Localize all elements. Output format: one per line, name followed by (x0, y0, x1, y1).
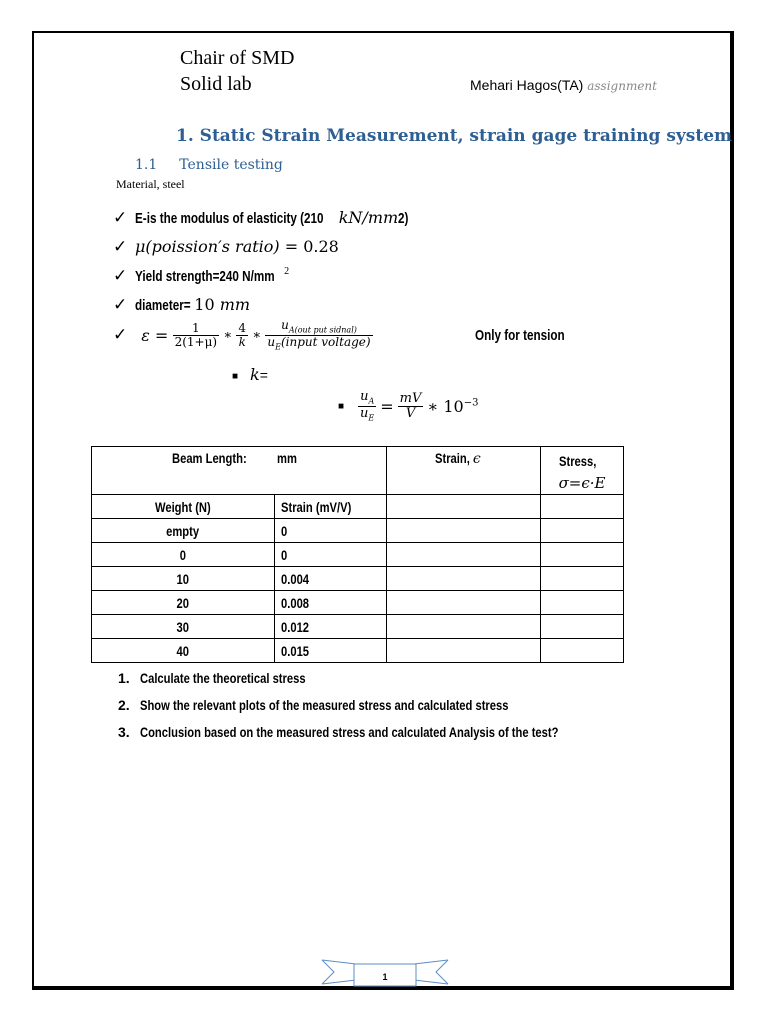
question-number: 1. (118, 670, 130, 686)
strain-mvv-header-cell (274, 495, 387, 519)
question-text: Calculate the theoretical stress (140, 670, 306, 686)
question-number: 3. (118, 724, 130, 740)
ratio-d-sub: E (368, 413, 375, 423)
check-icon: ✓ (113, 208, 128, 228)
author-note: assignment (587, 79, 657, 93)
table-cell (541, 543, 624, 567)
strain-value: 0 (280, 546, 287, 563)
strain-value: 0.008 (280, 594, 309, 611)
weight-header-label: Weight (N) (154, 498, 211, 515)
check-icon: ✓ (113, 266, 128, 286)
ratio-numerator (358, 390, 376, 407)
table-cell (387, 543, 541, 567)
bullet-strain-formula: ✓ ε = $\frac{1}{2(1+\mu)}$ ∗ $\frac{4}{k}$ ∗ $\frac{u_{A(out put sidnal)}}{u_E(input voltage)}$ (113, 318, 371, 352)
question-text: Conclusion based on the measured stress and calculated Analysis of the test? (140, 724, 559, 740)
header-lab: Solid lab (180, 73, 252, 95)
strain-cell (274, 519, 387, 543)
stress-formula: σ=ϵ·E (558, 474, 606, 492)
subsection-heading (135, 157, 283, 173)
table-row (92, 615, 624, 639)
frac3-d-base: u (267, 334, 276, 349)
mv-numerator: mV (399, 391, 422, 407)
modulus-text: E-is the modulus of elasticity (210 (135, 210, 324, 227)
fraction-3-numerator (265, 319, 372, 336)
weight-cell (92, 567, 275, 591)
bullet-modulus (113, 208, 412, 228)
stress-header-label: Stress, (558, 453, 597, 469)
weight-value: 0 (179, 546, 186, 563)
table-cell (387, 639, 541, 663)
ratio-fraction (358, 390, 376, 423)
strain-cell (274, 615, 387, 639)
author-name: Mehari Hagos(TA) (470, 77, 584, 93)
table-subheader-row (92, 495, 624, 519)
check-icon: ✓ (113, 237, 128, 257)
table-row (92, 639, 624, 663)
weight-cell (92, 543, 275, 567)
frac3-d-sub: E (275, 342, 281, 352)
table-row (92, 591, 624, 615)
material-line: Material, steel (116, 177, 185, 191)
ratio-denominator (358, 407, 376, 423)
question-number: 2. (118, 697, 130, 713)
yield-sup: 2 (284, 266, 290, 278)
ratio-d-base: u (360, 405, 369, 421)
fraction-1-denominator: 2(1+μ) (174, 334, 218, 349)
weight-value: 20 (176, 594, 189, 611)
poisson-rhs: = 0.28 (279, 237, 339, 256)
ratio-tail-text: ∗ 10 (427, 396, 464, 416)
fraction-3-denominator (265, 336, 372, 352)
weight-cell (92, 519, 275, 543)
table-cell (387, 495, 541, 519)
strain-cell (274, 591, 387, 615)
page-number: 1 (382, 972, 388, 982)
k-equals: = (259, 367, 268, 383)
strain-value: 0.012 (280, 618, 309, 635)
header-chair: Chair of SMD (180, 47, 295, 69)
table-cell (387, 591, 541, 615)
question-text: Show the relevant plots of the measured stress and calculated stress (140, 697, 509, 713)
bullet-diameter (113, 295, 250, 315)
bullet-poisson (113, 237, 339, 257)
header-author (470, 77, 657, 93)
table-cell (541, 567, 624, 591)
strain-cell (274, 639, 387, 663)
table-cell (541, 519, 624, 543)
weight-value: 30 (176, 618, 189, 635)
table-row (92, 519, 624, 543)
weight-cell (92, 639, 275, 663)
table-cell (387, 567, 541, 591)
epsilon-symbol: ε = (141, 325, 169, 345)
tension-note-text: Only for tension (475, 327, 565, 344)
ratio-tail (427, 397, 478, 416)
frac3-n-base: u (281, 318, 289, 332)
subsection-title: Tensile testing (179, 157, 283, 173)
v-denominator: V (405, 405, 416, 421)
modulus-tail: 2) (398, 210, 409, 227)
frac3-n-sub: A(out put sidnal) (288, 325, 357, 335)
question-3 (118, 724, 663, 740)
yield-text: Yield strength=240 N/mm (135, 268, 275, 285)
fraction-1 (173, 322, 220, 348)
strain-value: 0 (280, 522, 287, 539)
table-row (92, 543, 624, 567)
strain-mvv-header-label: Strain (mV/V) (280, 498, 351, 515)
square-bullet-icon: ■ (338, 400, 345, 412)
strain-value: 0.004 (280, 570, 309, 587)
sub-bullet-k (232, 365, 268, 385)
question-2 (118, 697, 601, 713)
diameter-value: 10 (194, 295, 220, 314)
ratio-exponent: −3 (463, 397, 479, 409)
poisson-lhs: μ(poission′s ratio) (135, 237, 280, 256)
frac3-d-tail: (input voltage) (280, 334, 371, 349)
table-cell (541, 639, 624, 663)
check-icon: ✓ (113, 325, 128, 346)
mv-fraction (398, 392, 424, 420)
k-symbol: k (250, 365, 260, 384)
diameter-unit: mm (219, 295, 251, 314)
square-bullet-icon: ■ (232, 370, 239, 382)
fraction-1-numerator: 1 (173, 322, 220, 336)
beam-length-unit: mm (277, 450, 298, 466)
bullet-yield (113, 266, 289, 286)
sub-bullet-ratio (338, 390, 478, 423)
table-cell (541, 495, 624, 519)
strain-header-cell (387, 447, 541, 495)
strain-value: 0.015 (280, 642, 309, 659)
beam-length-cell (92, 447, 387, 495)
page-number-ornament (320, 958, 450, 988)
beam-length-label: Beam Length: (172, 450, 247, 466)
ratio-equals: = (380, 396, 394, 416)
weight-value: 10 (176, 570, 189, 587)
fraction-2-denominator: k (238, 334, 246, 349)
strain-cell (274, 567, 387, 591)
strain-cell (274, 543, 387, 567)
strain-table (91, 446, 624, 663)
weight-cell (92, 591, 275, 615)
weight-value: 40 (176, 642, 189, 659)
table-cell (387, 519, 541, 543)
weight-header-cell (92, 495, 275, 519)
tension-note (475, 327, 590, 344)
table-header-row (92, 447, 624, 495)
modulus-unit: kN/mm (338, 208, 399, 227)
fraction-2-numerator: 4 (238, 321, 247, 336)
check-icon: ✓ (113, 295, 128, 315)
ratio-n-base: u (360, 389, 369, 404)
weight-cell (92, 615, 275, 639)
ratio-n-sub: A (368, 396, 375, 406)
weight-value: empty (166, 522, 200, 539)
table-cell (387, 615, 541, 639)
stress-header-cell (541, 447, 624, 495)
table-cell (541, 591, 624, 615)
diameter-text: diameter= (135, 297, 191, 314)
section-heading: 1. Static Strain Measurement, strain gage training system (176, 126, 733, 146)
strain-header-label: Strain, (435, 450, 471, 466)
strain-symbol: ϵ (472, 451, 481, 467)
subsection-number: 1.1 (135, 157, 158, 173)
fraction-3 (265, 319, 372, 352)
table-row (92, 567, 624, 591)
question-1 (118, 670, 347, 686)
table-cell (541, 615, 624, 639)
fraction-2 (236, 322, 248, 348)
